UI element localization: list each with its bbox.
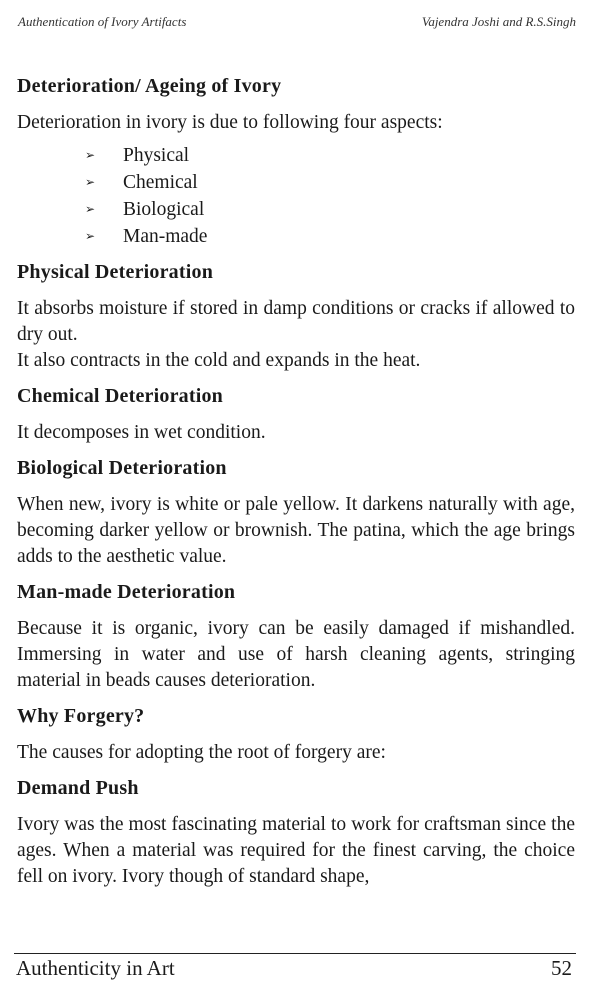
section-heading-manmade: Man-made Deterioration bbox=[17, 581, 236, 603]
deterioration-aspects-list bbox=[17, 142, 575, 250]
running-header bbox=[18, 14, 576, 34]
section-heading-demand: Demand Push bbox=[17, 777, 139, 799]
list-item-label: Physical bbox=[123, 145, 190, 166]
arrow-bullet-icon: ➢ bbox=[85, 148, 96, 162]
section-heading-biological: Biological Deterioration bbox=[17, 457, 227, 479]
section-heading-forgery: Why Forgery? bbox=[17, 705, 145, 727]
paragraph-chemical: It decomposes in wet condition. bbox=[17, 422, 266, 443]
paragraph-physical-1: It absorbs moisture if stored in damp conditions or cracks if allowed to dry out. bbox=[17, 298, 575, 345]
footer-divider bbox=[14, 953, 576, 954]
list-item-label: Biological bbox=[123, 199, 205, 220]
list-item bbox=[85, 223, 575, 250]
arrow-bullet-icon: ➢ bbox=[85, 229, 96, 243]
page-body bbox=[17, 72, 575, 898]
paragraph-manmade: Because it is organic, ivory can be easily damaged if mishandled. Immersing in water and use of harsh cleaning agents, stringing material in beads causes deterioration. bbox=[17, 618, 575, 691]
header-chapter-title: Authentication of Ivory Artifacts bbox=[18, 14, 187, 29]
section-heading-chemical: Chemical Deterioration bbox=[17, 385, 224, 407]
list-item bbox=[85, 169, 575, 196]
header-authors: Vajendra Joshi and R.S.Singh bbox=[421, 14, 576, 29]
paragraph-physical-2: It also contracts in the cold and expands in the heat. bbox=[17, 350, 421, 371]
arrow-bullet-icon: ➢ bbox=[85, 202, 96, 216]
list-item bbox=[85, 196, 575, 223]
page-number: 52 bbox=[551, 956, 572, 980]
paragraph-forgery: The causes for adopting the root of forgery are: bbox=[17, 742, 386, 763]
paragraph-demand: Ivory was the most fascinating material to work for craftsman since the ages. When a material was required for the finest carving, the choice fell on ivory. Ivory though of standard shape, bbox=[17, 814, 575, 887]
paragraph-biological: When new, ivory is white or pale yellow. It darkens naturally with age, becoming darker yellow or brownish. The patina, which the age brings adds to the aesthetic value. bbox=[17, 494, 575, 567]
list-item bbox=[85, 142, 575, 169]
arrow-bullet-icon: ➢ bbox=[85, 175, 96, 189]
footer-book-title: Authenticity in Art bbox=[16, 956, 175, 980]
section-heading-deterioration: Deterioration/ Ageing of Ivory bbox=[17, 75, 282, 97]
page-footer bbox=[16, 956, 572, 986]
section-heading-physical: Physical Deterioration bbox=[17, 261, 214, 283]
list-item-label: Man-made bbox=[123, 226, 208, 247]
list-item-label: Chemical bbox=[123, 172, 198, 193]
paragraph-deterioration-intro: Deterioration in ivory is due to following four aspects: bbox=[17, 112, 443, 133]
